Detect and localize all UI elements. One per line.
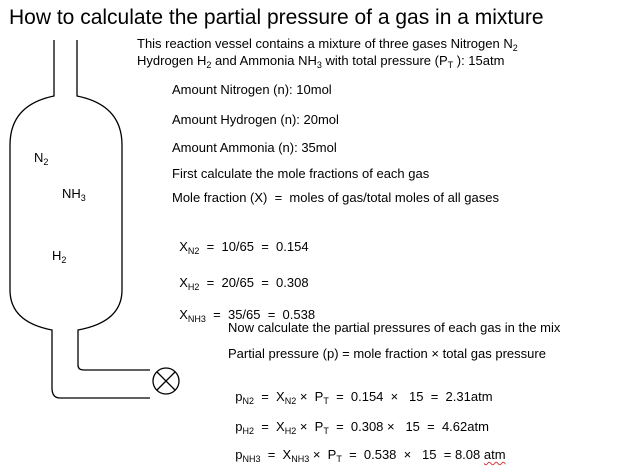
mole-fraction-nh3: $X_{NH3} = 35/65 = 0.538$ xyxy=(179,307,316,324)
vessel-outline-inner xyxy=(77,40,150,370)
partial-pressure-definition: Partial pressure (p) = mole fraction × total gas pressure xyxy=(228,346,546,361)
page-title: How to calculate the partial pressure of a gas in a mixture xyxy=(9,6,544,29)
step2-heading: Now calculate the partial pressures of each gas in the mix xyxy=(228,320,561,335)
amount-hydrogen: Amount Hydrogen (n): 20mol xyxy=(172,112,339,127)
intro-line-1: This reaction vessel contains a mixture of three gases Nitrogen $N_2$ xyxy=(137,36,518,53)
hydrogen-label: $H_2$ xyxy=(52,248,67,265)
partial-pressure-nh3: $p_{NH3} = X_{NH3} \times P_T = 0.538 \times 15 = 8.08$ atm xyxy=(235,447,506,464)
amount-ammonia: Amount Ammonia (n): 35mol xyxy=(172,140,337,155)
partial-pressure-h2: $p_{H2} = X_{H2} \times P_T = 0.308 \times 15 = 4.62atm$ xyxy=(235,419,489,436)
partial-pressure-n2: $p_{N2} = X_{N2} \times P_T = 0.154 \times 15 = 2.31atm$ xyxy=(235,389,493,406)
spellcheck-underlined-unit: atm xyxy=(483,447,506,462)
mole-fraction-h2: $X_{H2} = 20/65 = 0.308$ xyxy=(179,275,309,292)
mole-fraction-n2: $X_{N2} = 10/65 = 0.154$ xyxy=(179,239,309,256)
intro-line-2: Hydrogen $H_2$ and Ammonia $NH_3$ with total pressure ($P_T$ ): 15atm xyxy=(137,53,505,70)
mole-fraction-definition: Mole fraction (X) = moles of gas/total moles of all gases xyxy=(172,190,499,205)
nitrogen-label: $N_2$ xyxy=(34,150,49,167)
ammonia-label: $NH_3$ xyxy=(62,186,86,203)
amount-nitrogen: Amount Nitrogen (n): 10mol xyxy=(172,82,332,97)
valve-icon xyxy=(153,368,179,394)
vessel-outline xyxy=(10,40,150,398)
step1-heading: First calculate the mole fractions of each gas xyxy=(172,166,430,181)
